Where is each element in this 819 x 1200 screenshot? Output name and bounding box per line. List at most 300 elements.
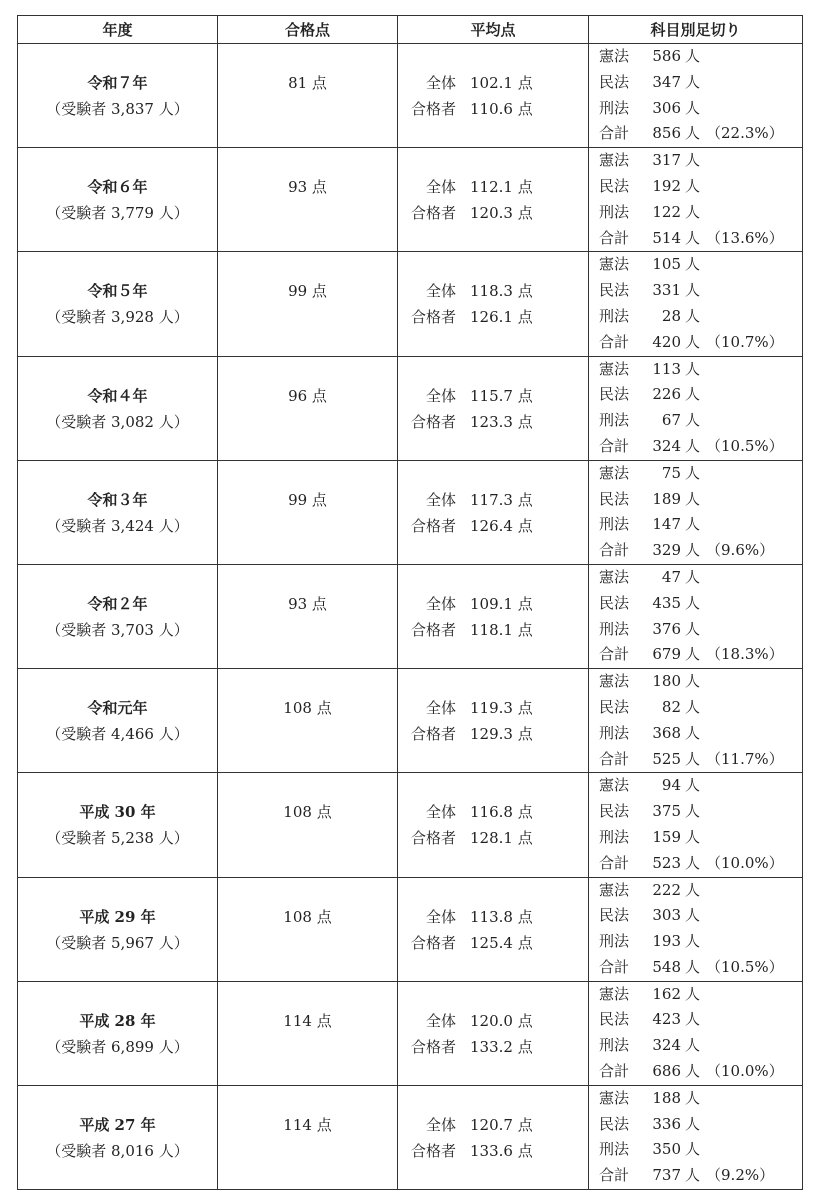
cutoff-count: 47 — [661, 567, 681, 586]
table-body — [18, 44, 803, 1190]
average-all-value: 115.7 点 — [470, 386, 533, 405]
table-row — [18, 877, 803, 981]
average-pass-line — [398, 825, 588, 851]
cutoff-cell — [589, 44, 803, 148]
examinee-count: （受験者 3,779 人） — [46, 204, 189, 223]
cutoff-subject: 民法 — [599, 1010, 630, 1029]
cutoff-count: 368 — [652, 723, 681, 742]
cutoff-unit: 人 — [685, 567, 701, 586]
cutoff-count: 188 — [652, 1088, 681, 1107]
average-all-value: 113.8 点 — [470, 907, 533, 926]
pass-score-cell — [218, 460, 398, 564]
cutoff-line — [599, 929, 802, 955]
cutoff-unit: 人 — [685, 202, 701, 221]
cutoff-unit: 人 — [685, 151, 701, 170]
average-all-line — [398, 278, 588, 304]
pass-score-cell — [218, 356, 398, 460]
examinee-count: （受験者 3,082 人） — [46, 412, 189, 431]
cutoff-cell — [589, 460, 803, 564]
cutoff-unit: 人 — [685, 957, 701, 976]
cutoff-count: 523 — [652, 853, 681, 872]
cutoff-subject: 憲法 — [599, 359, 630, 378]
cutoff-line — [599, 357, 802, 383]
cutoff-count: 525 — [652, 749, 681, 768]
cutoff-unit: 人 — [685, 672, 701, 691]
cutoff-unit: 人 — [685, 124, 701, 143]
cutoff-line — [599, 1137, 802, 1163]
examinee-count: （受験者 5,238 人） — [46, 829, 189, 848]
average-all-line — [398, 383, 588, 409]
cutoff-count: 222 — [652, 880, 681, 899]
cutoff-line — [599, 1033, 802, 1059]
cutoff-unit: 人 — [685, 436, 701, 455]
cutoff-count: 113 — [652, 359, 681, 378]
cutoff-subject: 刑法 — [599, 515, 630, 534]
cutoff-count: 324 — [652, 436, 681, 455]
pass-score: 108 点 — [283, 699, 332, 718]
year-cell — [18, 1085, 218, 1189]
cutoff-subject: 合計 — [599, 1166, 630, 1185]
cutoff-count: 686 — [652, 1062, 681, 1081]
cutoff-line — [599, 44, 802, 70]
cutoff-cell — [589, 877, 803, 981]
average-all-label: 全体 — [425, 490, 456, 509]
cutoff-subject: 憲法 — [599, 880, 630, 899]
cutoff-count: 324 — [652, 1036, 681, 1055]
average-pass-line — [398, 96, 588, 122]
cutoff-count: 329 — [652, 541, 681, 560]
cutoff-count: 192 — [652, 176, 681, 195]
cutoff-unit: 人 — [685, 827, 701, 846]
cutoff-subject: 刑法 — [599, 202, 630, 221]
year-cell — [18, 564, 218, 668]
pass-score: 108 点 — [283, 803, 332, 822]
average-all-label: 全体 — [425, 386, 456, 405]
average-pass-line — [398, 1034, 588, 1060]
cutoff-count: 350 — [652, 1140, 681, 1159]
average-all-value: 120.0 点 — [470, 1011, 533, 1030]
cutoff-percent: （10.5%） — [706, 957, 784, 976]
cutoff-unit: 人 — [685, 853, 701, 872]
cutoff-line — [599, 642, 802, 668]
cutoff-subject: 民法 — [599, 176, 630, 195]
cutoff-line — [599, 1112, 802, 1138]
cutoff-subject: 民法 — [599, 281, 630, 300]
cutoff-unit: 人 — [685, 802, 701, 821]
cutoff-unit: 人 — [685, 984, 701, 1003]
cutoff-subject: 合計 — [599, 645, 630, 664]
cutoff-line — [599, 695, 802, 721]
cutoff-count: 67 — [661, 411, 681, 430]
cutoff-count: 94 — [661, 776, 681, 795]
cutoff-subject: 憲法 — [599, 47, 630, 65]
cutoff-subject: 憲法 — [599, 776, 630, 795]
year-label: 平成 28 年 — [79, 1011, 156, 1030]
cutoff-percent: （11.7%） — [706, 749, 784, 768]
year-label: 令和３年 — [87, 490, 148, 509]
average-pass-line — [398, 304, 588, 330]
average-cell — [398, 356, 589, 460]
pass-score: 96 点 — [288, 386, 327, 405]
cutoff-subject: 民法 — [599, 802, 630, 821]
cutoff-unit: 人 — [685, 645, 701, 664]
cutoff-percent: （10.0%） — [706, 853, 784, 872]
cutoff-count: 737 — [652, 1166, 681, 1185]
average-pass-label: 合格者 — [410, 204, 456, 223]
year-cell — [18, 148, 218, 252]
average-pass-label: 合格者 — [410, 1141, 456, 1160]
cutoff-percent: （10.7%） — [706, 332, 784, 351]
year-cell — [18, 981, 218, 1085]
cutoff-count: 147 — [652, 515, 681, 534]
cutoff-subject: 合計 — [599, 853, 630, 872]
cutoff-subject: 合計 — [599, 1062, 630, 1081]
cutoff-subject: 合計 — [599, 749, 630, 768]
cutoff-percent: （22.3%） — [706, 124, 784, 143]
cutoff-cell — [589, 981, 803, 1085]
examinee-count: （受験者 3,424 人） — [46, 516, 189, 535]
average-pass-label: 合格者 — [410, 1037, 456, 1056]
year-cell — [18, 356, 218, 460]
pass-score: 93 点 — [288, 178, 327, 197]
cutoff-count: 122 — [652, 202, 681, 221]
cutoff-subject: 憲法 — [599, 567, 630, 586]
cutoff-unit: 人 — [685, 385, 701, 404]
average-all-label: 全体 — [425, 907, 456, 926]
year-label: 令和６年 — [87, 178, 148, 197]
cutoff-count: 548 — [652, 957, 681, 976]
cutoff-subject: 刑法 — [599, 723, 630, 742]
cutoff-unit: 人 — [685, 72, 701, 91]
cutoff-line — [599, 903, 802, 929]
average-cell — [398, 460, 589, 564]
cutoff-line — [599, 148, 802, 174]
cutoff-count: 679 — [652, 645, 681, 664]
year-cell — [18, 252, 218, 356]
average-all-value: 102.1 点 — [470, 74, 533, 92]
average-all-line — [398, 904, 588, 930]
pass-score-cell — [218, 981, 398, 1085]
header-pass-score: 合格点 — [218, 16, 398, 44]
year-cell — [18, 44, 218, 148]
average-pass-label: 合格者 — [410, 100, 456, 118]
pass-score-cell — [218, 148, 398, 252]
average-pass-line — [398, 409, 588, 435]
cutoff-unit: 人 — [685, 1036, 701, 1055]
year-cell — [18, 460, 218, 564]
examinee-count: （受験者 3,928 人） — [46, 308, 189, 327]
table-row — [18, 981, 803, 1085]
table-row — [18, 356, 803, 460]
cutoff-line — [599, 721, 802, 747]
cutoff-subject: 憲法 — [599, 984, 630, 1003]
cutoff-unit: 人 — [685, 749, 701, 768]
average-pass-value: 120.3 点 — [470, 204, 533, 223]
average-pass-label: 合格者 — [410, 620, 456, 639]
year-label: 令和元年 — [87, 699, 148, 718]
average-pass-label: 合格者 — [410, 516, 456, 535]
year-label: 令和５年 — [87, 282, 148, 301]
cutoff-unit: 人 — [685, 176, 701, 195]
cutoff-line — [599, 982, 802, 1008]
cutoff-subject: 刑法 — [599, 619, 630, 638]
cutoff-line — [599, 747, 802, 773]
average-all-label: 全体 — [425, 1011, 456, 1030]
cutoff-count: 586 — [652, 47, 681, 65]
average-pass-value: 110.6 点 — [470, 100, 533, 118]
cutoff-cell — [589, 773, 803, 877]
cutoff-unit: 人 — [685, 359, 701, 378]
cutoff-subject: 憲法 — [599, 672, 630, 691]
cutoff-cell — [589, 669, 803, 773]
average-all-value: 112.1 点 — [470, 178, 533, 197]
year-cell — [18, 669, 218, 773]
cutoff-cell — [589, 148, 803, 252]
cutoff-subject: 憲法 — [599, 1088, 630, 1107]
cutoff-count: 856 — [652, 124, 681, 143]
cutoff-unit: 人 — [685, 332, 701, 351]
cutoff-subject: 憲法 — [599, 151, 630, 170]
cutoff-line — [599, 1163, 802, 1189]
cutoff-line — [599, 434, 802, 460]
cutoff-unit: 人 — [685, 255, 701, 274]
cutoff-count: 105 — [652, 255, 681, 274]
cutoff-line — [599, 538, 802, 564]
cutoff-subject: 刑法 — [599, 411, 630, 430]
cutoff-subject: 憲法 — [599, 255, 630, 274]
results-table — [17, 15, 803, 1190]
average-all-line — [398, 799, 588, 825]
pass-score-cell — [218, 669, 398, 773]
average-all-line — [398, 695, 588, 721]
cutoff-subject: 刑法 — [599, 306, 630, 325]
average-all-line — [398, 487, 588, 513]
average-cell — [398, 669, 589, 773]
cutoff-count: 420 — [652, 332, 681, 351]
cutoff-percent: （9.2%） — [706, 1166, 775, 1185]
cutoff-subject: 民法 — [599, 1114, 630, 1133]
cutoff-count: 162 — [652, 984, 681, 1003]
cutoff-unit: 人 — [685, 880, 701, 899]
table-row — [18, 460, 803, 564]
table-row — [18, 669, 803, 773]
cutoff-line — [599, 70, 802, 96]
cutoff-subject: 民法 — [599, 697, 630, 716]
average-pass-label: 合格者 — [410, 829, 456, 848]
cutoff-count: 226 — [652, 385, 681, 404]
pass-score-cell — [218, 1085, 398, 1189]
year-label: 平成 27 年 — [79, 1115, 156, 1134]
cutoff-unit: 人 — [685, 1166, 701, 1185]
cutoff-unit: 人 — [685, 306, 701, 325]
average-all-label: 全体 — [425, 178, 456, 197]
average-pass-value: 126.1 点 — [470, 308, 533, 327]
cutoff-unit: 人 — [685, 776, 701, 795]
cutoff-unit: 人 — [685, 47, 701, 65]
cutoff-line — [599, 121, 802, 147]
cutoff-count: 193 — [652, 932, 681, 951]
cutoff-count: 375 — [652, 802, 681, 821]
cutoff-percent: （9.6%） — [706, 541, 775, 560]
cutoff-count: 331 — [652, 281, 681, 300]
cutoff-subject: 合計 — [599, 228, 630, 247]
pass-score-cell — [218, 44, 398, 148]
average-all-value: 119.3 点 — [470, 699, 533, 718]
cutoff-unit: 人 — [685, 228, 701, 247]
cutoff-line — [599, 461, 802, 487]
cutoff-line — [599, 591, 802, 617]
year-label: 平成 29 年 — [79, 907, 156, 926]
average-cell — [398, 877, 589, 981]
table-row — [18, 1085, 803, 1189]
average-all-label: 全体 — [425, 1115, 456, 1134]
average-all-line — [398, 174, 588, 200]
cutoff-line — [599, 1059, 802, 1085]
examinee-count: （受験者 5,967 人） — [46, 933, 189, 952]
pass-score-cell — [218, 773, 398, 877]
header-average: 平均点 — [398, 16, 589, 44]
cutoff-line — [599, 1086, 802, 1112]
average-pass-value: 128.1 点 — [470, 829, 533, 848]
pass-score-cell — [218, 877, 398, 981]
average-pass-value: 133.2 点 — [470, 1037, 533, 1056]
average-pass-line — [398, 513, 588, 539]
cutoff-count: 75 — [661, 463, 681, 482]
pass-score-cell — [218, 564, 398, 668]
year-cell — [18, 877, 218, 981]
average-all-value: 118.3 点 — [470, 282, 533, 301]
cutoff-cell — [589, 564, 803, 668]
cutoff-count: 336 — [652, 1114, 681, 1133]
average-all-label: 全体 — [425, 594, 456, 613]
cutoff-subject: 民法 — [599, 489, 630, 508]
pass-score: 114 点 — [283, 1011, 332, 1030]
average-cell — [398, 981, 589, 1085]
examinee-count: （受験者 6,899 人） — [46, 1037, 189, 1056]
average-cell — [398, 564, 589, 668]
cutoff-unit: 人 — [685, 1010, 701, 1029]
cutoff-line — [599, 617, 802, 643]
cutoff-subject: 刑法 — [599, 1140, 630, 1159]
cutoff-unit: 人 — [685, 619, 701, 638]
cutoff-line — [599, 226, 802, 252]
average-pass-label: 合格者 — [410, 412, 456, 431]
cutoff-subject: 民法 — [599, 593, 630, 612]
cutoff-line — [599, 773, 802, 799]
average-pass-line — [398, 721, 588, 747]
cutoff-line — [599, 174, 802, 200]
cutoff-line — [599, 304, 802, 330]
cutoff-count: 159 — [652, 827, 681, 846]
header-year: 年度 — [18, 16, 218, 44]
cutoff-line — [599, 878, 802, 904]
average-pass-label: 合格者 — [410, 725, 456, 744]
cutoff-line — [599, 382, 802, 408]
cutoff-unit: 人 — [685, 1114, 701, 1133]
cutoff-count: 189 — [652, 489, 681, 508]
examinee-count: （受験者 3,837 人） — [46, 100, 189, 118]
cutoff-subject: 民法 — [599, 906, 630, 925]
average-cell — [398, 148, 589, 252]
cutoff-subject: 合計 — [599, 124, 630, 143]
header-subject-cutoff: 科目別足切り — [589, 16, 803, 44]
cutoff-unit: 人 — [685, 463, 701, 482]
cutoff-unit: 人 — [685, 281, 701, 300]
average-pass-label: 合格者 — [410, 933, 456, 952]
cutoff-line — [599, 851, 802, 877]
cutoff-cell — [589, 252, 803, 356]
cutoff-line — [599, 200, 802, 226]
average-pass-line — [398, 200, 588, 226]
cutoff-percent: （10.0%） — [706, 1062, 784, 1081]
cutoff-line — [599, 96, 802, 122]
cutoff-subject: 民法 — [599, 385, 630, 404]
cutoff-count: 28 — [661, 306, 681, 325]
cutoff-unit: 人 — [685, 723, 701, 742]
cutoff-unit: 人 — [685, 541, 701, 560]
year-label: 令和７年 — [87, 74, 148, 92]
average-all-value: 120.7 点 — [470, 1115, 533, 1134]
year-cell — [18, 773, 218, 877]
cutoff-unit: 人 — [685, 906, 701, 925]
pass-score: 99 点 — [288, 282, 327, 301]
cutoff-cell — [589, 356, 803, 460]
cutoff-count: 423 — [652, 1010, 681, 1029]
average-pass-value: 133.6 点 — [470, 1141, 533, 1160]
cutoff-subject: 合計 — [599, 957, 630, 976]
pass-score: 114 点 — [283, 1115, 332, 1134]
average-pass-value: 126.4 点 — [470, 516, 533, 535]
cutoff-subject: 刑法 — [599, 827, 630, 846]
cutoff-line — [599, 512, 802, 538]
average-pass-line — [398, 930, 588, 956]
average-cell — [398, 1085, 589, 1189]
cutoff-unit: 人 — [685, 932, 701, 951]
table-row — [18, 148, 803, 252]
cutoff-subject: 民法 — [599, 72, 630, 91]
cutoff-line — [599, 669, 802, 695]
cutoff-subject: 刑法 — [599, 1036, 630, 1055]
cutoff-unit: 人 — [685, 697, 701, 716]
average-pass-value: 125.4 点 — [470, 933, 533, 952]
average-all-label: 全体 — [425, 282, 456, 301]
average-cell — [398, 44, 589, 148]
cutoff-unit: 人 — [685, 515, 701, 534]
average-cell — [398, 252, 589, 356]
pass-score: 81 点 — [288, 74, 327, 92]
cutoff-cell — [589, 1085, 803, 1189]
cutoff-line — [599, 1007, 802, 1033]
cutoff-count: 514 — [652, 228, 681, 247]
average-pass-value: 123.3 点 — [470, 412, 533, 431]
cutoff-unit: 人 — [685, 489, 701, 508]
cutoff-subject: 憲法 — [599, 463, 630, 482]
cutoff-count: 435 — [652, 593, 681, 612]
cutoff-percent: （18.3%） — [706, 645, 784, 664]
pass-score: 93 点 — [288, 594, 327, 613]
average-all-line — [398, 1008, 588, 1034]
table-row — [18, 44, 803, 148]
table-row — [18, 773, 803, 877]
average-all-line — [398, 70, 588, 96]
cutoff-count: 82 — [661, 697, 681, 716]
cutoff-unit: 人 — [685, 98, 701, 117]
cutoff-subject: 刑法 — [599, 98, 630, 117]
average-all-line — [398, 591, 588, 617]
table-row — [18, 252, 803, 356]
average-pass-value: 118.1 点 — [470, 620, 533, 639]
average-pass-line — [398, 617, 588, 643]
